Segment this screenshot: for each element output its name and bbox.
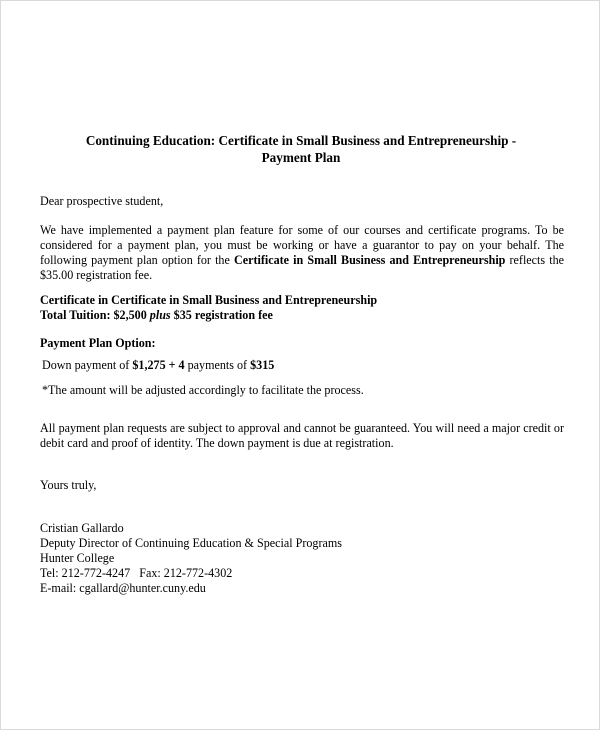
- document-title: [31, 132, 571, 166]
- tuition-fee: $35 registration fee: [170, 308, 273, 322]
- installment-amount: $315: [250, 358, 275, 372]
- down-payment-line: [42, 358, 566, 373]
- down-middle: payments of: [184, 358, 251, 372]
- intro-text-before: We have implemented a payment plan feature for some of our courses and certificate programs. To be considered for a payment plan, you must be working or have a guarantor to pay on your behalf. The following payment plan option for the: [40, 223, 564, 267]
- intro-text-after: reflects the $35.00 registration fee.: [40, 253, 564, 282]
- title-line-2: Payment Plan: [261, 150, 341, 165]
- down-prefix: Down payment of: [42, 358, 133, 372]
- tuition-label: Total Tuition: $2,500: [40, 308, 150, 322]
- payment-option-heading-text: Payment Plan Option:: [40, 336, 156, 350]
- closing: Yours truly,: [40, 478, 97, 492]
- signer-name: Cristian Gallardo: [40, 521, 124, 535]
- payment-option-heading: [40, 336, 564, 351]
- signer-email: E-mail: cgallard@hunter.cuny.edu: [40, 581, 206, 595]
- intro-paragraph: [40, 223, 564, 283]
- salutation: Dear prospective student,: [40, 194, 164, 208]
- program-info: [40, 293, 564, 323]
- total-tuition: [40, 308, 564, 323]
- program-name: Certificate in Certificate in Small Business and Entrepreneurship: [40, 293, 378, 307]
- down-amount: $1,275 + 4: [132, 358, 185, 372]
- signature-block: [40, 521, 564, 596]
- title-line-1: Continuing Education: Certificate in Small Business and Entrepreneurship -: [85, 133, 517, 148]
- signer-position: Deputy Director of Continuing Education & Special Programs: [40, 536, 342, 550]
- intro-program-name: Certificate in Small Business and Entrepreneurship: [233, 253, 506, 267]
- signer-phone-fax: Tel: 212-772-4247 Fax: 212-772-4302: [40, 566, 233, 580]
- requests-paragraph: All payment plan requests are subject to approval and cannot be guaranteed. You will need a major credit or debit card and proof of identity. The down payment is due at registration.: [40, 421, 564, 450]
- tuition-plus: plus: [149, 308, 171, 322]
- adjustment-note: *The amount will be adjusted accordingly to facilitate the process.: [42, 383, 364, 397]
- signer-institution: Hunter College: [40, 551, 115, 565]
